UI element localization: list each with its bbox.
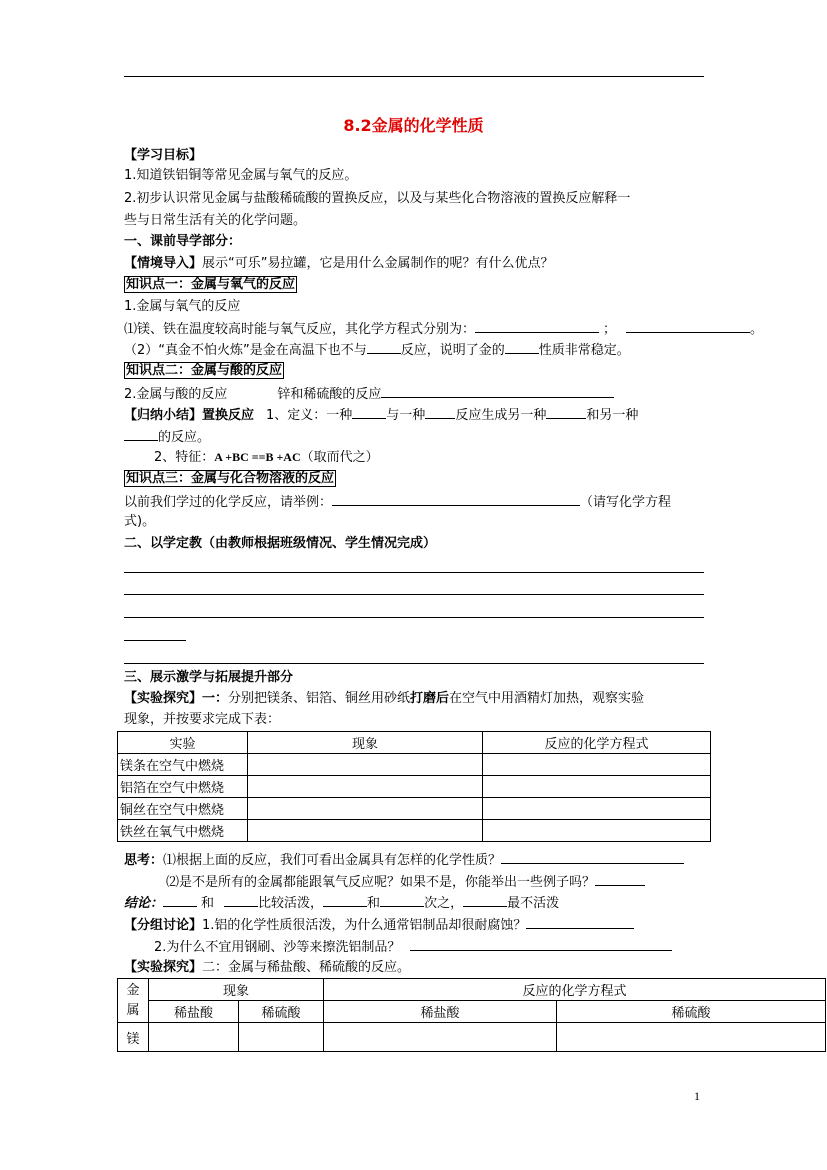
answer-blank[interactable] — [367, 339, 401, 354]
answer-blank[interactable] — [463, 892, 507, 907]
answer-blank[interactable] — [425, 404, 455, 419]
header-rule — [124, 76, 704, 77]
answer-blank[interactable] — [380, 892, 424, 907]
answer-blank[interactable] — [595, 871, 645, 886]
table-row: 铜丝在空气中燃烧 — [118, 798, 711, 820]
answer-blank[interactable] — [546, 404, 586, 419]
table-header: 现象 — [248, 732, 483, 754]
answer-blank[interactable] — [381, 383, 614, 398]
section2-heading: 二、以学定教（由教师根据班级情况、学生情况完成） — [124, 536, 437, 551]
page-title: 8.2金属的化学性质 — [343, 116, 484, 135]
section1-heading: 一、课前导学部分： — [124, 234, 242, 249]
table-header: 实验 — [118, 732, 248, 754]
metal-header: 金 属 — [118, 979, 149, 1023]
page-number: 1 — [694, 1089, 700, 1103]
goal-item-2-cont: 些与日常生活有关的化学问题。 — [124, 213, 307, 228]
answer-blank[interactable] — [505, 339, 539, 354]
exp2-line: 【实验探究】二：金属与稀盐酸、稀硫酸的反应。 — [124, 960, 411, 975]
kp3-line-2: 式)。 — [124, 514, 156, 529]
exp1-line-1: 【实验探究】一：分别把镁条、铝箔、铜丝用砂纸打磨后在空气中用酒精灯加热，观察实验 — [124, 691, 645, 706]
kp1-line-2: ⑴镁、铁在温度较高时能与氧气反应，其化学方程式分别为： ； 。 — [124, 318, 763, 340]
answer-blank[interactable] — [410, 936, 672, 951]
discussion-line-1: 【分组讨论】1.铝的化学性质很活泼，为什么通常铝制品却很耐腐蚀？ — [124, 914, 634, 936]
table-row: 铁丝在氧气中燃烧 — [118, 820, 711, 842]
writing-line[interactable] — [124, 640, 186, 641]
writing-line[interactable] — [124, 663, 704, 664]
conclusion-line: 结论： 和 比较活泼， 和 次之， 最不活泼 — [124, 892, 559, 914]
writing-line[interactable] — [124, 572, 704, 573]
answer-blank[interactable] — [323, 892, 367, 907]
answer-blank[interactable] — [332, 491, 580, 506]
table-header: 反应的化学方程式 — [483, 732, 711, 754]
h2so4-header: 稀硫酸 — [239, 1001, 324, 1023]
answer-blank[interactable] — [163, 892, 197, 907]
knowledge-point-3: 知识点三：金属与化合物溶液的反应 — [126, 471, 335, 486]
table-row: 铝箔在空气中燃烧 — [118, 776, 711, 798]
knowledge-point-2: 知识点二：金属与酸的反应 — [126, 363, 283, 378]
answer-blank[interactable] — [352, 404, 386, 419]
discussion-line-2: 2.为什么不宜用钢刷、沙等来擦洗铝制品？ — [154, 936, 672, 958]
metal-oxygen-table — [117, 731, 711, 842]
kp3-line-1: 以前我们学过的化学反应，请举例： （请写化学方程 — [124, 491, 671, 513]
answer-blank[interactable] — [475, 318, 599, 333]
hcl-header: 稀盐酸 — [149, 1001, 239, 1023]
metal-acid-table — [117, 978, 826, 1052]
table-row: 镁 — [118, 1023, 826, 1052]
summary-line-2: 的反应。 — [124, 426, 210, 448]
think-line-2: ⑵是不是所有的金属都能跟氧气反应呢？如果不是，你能举出一些例子吗？ — [166, 871, 645, 893]
answer-blank[interactable] — [224, 892, 258, 907]
table-row: 镁条在空气中燃烧 — [118, 754, 711, 776]
h2so4-equation-header: 稀硫酸 — [557, 1001, 826, 1023]
equation-header: 反应的化学方程式 — [324, 979, 826, 1001]
goal-item-2: 2.初步认识常见金属与盐酸稀硫酸的置换反应，以及与某些化合物溶液的置换反应解释一 — [124, 191, 631, 206]
goals-heading: 【学习目标】 — [124, 148, 203, 163]
section3-heading: 三、展示激学与拓展提升部分 — [124, 670, 294, 685]
intro-label: 【情境导入】 — [124, 256, 203, 271]
knowledge-point-1: 知识点一：金属与氧气的反应 — [126, 277, 296, 292]
think-line-1: 思考：⑴根据上面的反应，我们可看出金属具有怎样的化学性质？ — [124, 849, 684, 871]
answer-blank[interactable] — [526, 914, 634, 929]
answer-blank[interactable] — [124, 426, 158, 441]
kp1-line-3: （2）“真金不怕火炼”是金在高温下也不与 反应，说明了金的 性质非常稳定。 — [124, 339, 630, 361]
writing-line[interactable] — [124, 594, 704, 595]
summary-line-3: 2、特征：A +BC ==B +AC（取而代之） — [154, 450, 379, 465]
phenomenon-header: 现象 — [149, 979, 324, 1001]
intro-text: 展示“可乐”易拉罐，它是用什么金属制作的呢？有什么优点？ — [202, 256, 554, 271]
answer-blank[interactable] — [501, 849, 684, 864]
hcl-equation-header: 稀盐酸 — [324, 1001, 557, 1023]
writing-line[interactable] — [124, 617, 704, 618]
exp1-line-2: 现象，并按要求完成下表： — [124, 712, 281, 727]
summary-line-1: 【归纳小结】置换反应 1、定义：一种 与一种 反应生成另一种 和另一种 — [124, 404, 638, 426]
answer-blank[interactable] — [626, 318, 750, 333]
intro-line — [124, 254, 554, 274]
kp1-line-1: 1.金属与氧气的反应 — [124, 299, 241, 314]
kp2-line-1: 2.金属与酸的反应 锌和稀硫酸的反应 — [124, 383, 614, 405]
goal-item-1: 1.知道铁铝铜等常见金属与氧气的反应。 — [124, 168, 358, 183]
formula: A +BC ==B +AC — [214, 450, 301, 464]
